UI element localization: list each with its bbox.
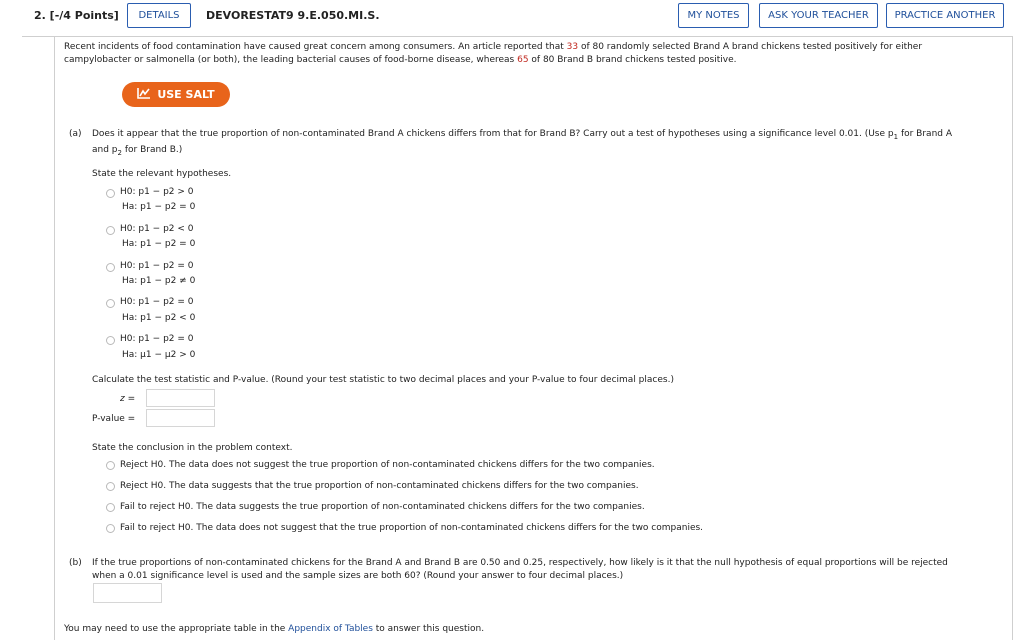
question-number: 2. [-/4 Points] [34,9,119,22]
z-label: z = [120,394,136,404]
value-brand-a: 33 [566,42,579,52]
conclusion-text: Fail to reject H0. The data does not suggest that the true proportion of non-contaminated chickens differs for the two companies. [120,523,704,533]
conclusion-radio[interactable] [106,503,115,512]
question-panel [54,36,1013,640]
hypotheses-prompt: State the relevant hypotheses. [92,169,232,179]
conclusion-text: Reject H0. The data suggests that the true proportion of non-contaminated chickens differs for the two companies. [120,481,639,491]
question-id: DEVORESTAT9 9.E.050.MI.S. [206,9,380,22]
conclusion-text: Fail to reject H0. The data suggests the true proportion of non-contaminated chickens differs for the two companies. [120,502,645,512]
part-b-answer-input[interactable] [93,583,162,603]
use-salt-button[interactable] [122,82,230,107]
hypothesis-h0: H0: p1 − p2 < 0 [120,224,194,234]
p-value-input[interactable] [146,409,215,427]
question-header [0,0,1024,36]
salt-chart-icon [137,83,151,108]
hypothesis-ha: Ha: p1 − p2 = 0 [122,239,196,249]
hypothesis-h0: H0: p1 − p2 = 0 [120,334,194,344]
hypothesis-ha: Ha: μ1 − μ2 > 0 [122,350,196,360]
hypothesis-radio[interactable] [106,189,115,198]
problem-statement [64,41,1004,67]
conclusion-radio[interactable] [106,461,115,470]
part-a-question: Does it appear that the true proportion of non-contaminated Brand A chickens differs from that for Brand B? Carry out a test of hypotheses using a significance level 0.01. (Use $p_1$ for Brand A and $p_2$ for Brand B.) [92,129,952,157]
hypothesis-h0: H0: p1 − p2 > 0 [120,187,194,197]
details-button[interactable]: DETAILS [127,3,191,28]
part-a-question-text-4: for Brand B.) [121,144,183,155]
intro-text-2: of 80 randomly selected Brand A brand chickens tested positively for either [578,42,923,52]
part-a-question-text-3: and p [92,144,118,155]
value-brand-b: 65 [517,55,529,65]
z-statistic-input[interactable] [146,389,215,407]
conclusion-radio[interactable] [106,482,115,491]
conclusion-prompt: State the conclusion in the problem context. [92,443,293,453]
conclusion-text: Reject H0. The data does not suggest the true proportion of non-contaminated chickens differs for the two companies. [120,460,655,470]
hypothesis-radio[interactable] [106,263,115,272]
appendix-note [64,623,484,636]
intro-text-1: Recent incidents of food contamination have caused great concern among consumers. An article reported that [64,42,567,52]
part-b-question-text-1: If the true proportions of non-contaminated chickens for the Brand A and Brand B are 0.50 and 0.25, respectively, how likely is it that the null hypothesis of equal proportions will be rejected [92,558,948,568]
hypothesis-radio[interactable] [106,226,115,235]
appendix-of-tables-link[interactable]: Appendix of Tables [288,624,373,634]
part-b-label: (b) [69,558,82,568]
ask-your-teacher-button[interactable]: ASK YOUR TEACHER [759,3,878,28]
hypothesis-ha: Ha: p1 − p2 < 0 [122,313,196,323]
part-a-label: (a) [69,129,82,139]
hypothesis-h0: H0: p1 − p2 = 0 [120,261,194,271]
intro-text-4: of 80 Brand B brand chickens tested positive. [528,55,737,65]
my-notes-button[interactable]: MY NOTES [678,3,749,28]
part-a-question-text-2: for Brand A [898,129,952,139]
appendix-note-text-2: to answer this question. [372,624,485,634]
part-b-question-text-2: when a 0.01 significance level is used and the sample sizes are both 60? (Round your answer to four decimal places.) [92,571,624,581]
appendix-note-text-1: You may need to use the appropriate table in the [64,624,289,634]
hypothesis-h0: H0: p1 − p2 = 0 [120,297,194,307]
part-a-question-text-1: Does it appear that the true proportion of non-contaminated Brand A chickens differs from that for Brand B? Carry out a test of hypotheses using a significance level 0.01. (Use p [92,129,894,139]
hypothesis-ha: Ha: p1 − p2 = 0 [122,202,196,212]
hypothesis-radio[interactable] [106,336,115,345]
hypothesis-radio[interactable] [106,299,115,308]
use-salt-label: USE SALT [157,88,215,101]
practice-another-button[interactable]: PRACTICE ANOTHER [886,3,1004,28]
hypothesis-ha: Ha: p1 − p2 ≠ 0 [122,276,196,286]
p-value-label: P-value = [92,414,136,424]
calculation-prompt: Calculate the test statistic and P-value. (Round your test statistic to two decimal places and your P-value to four decimal places.) [92,375,674,385]
part-b-question [92,557,1004,583]
conclusion-radio[interactable] [106,524,115,533]
intro-text-3: campylobacter or salmonella (or both), the leading bacterial causes of food-borne disease, whereas [64,55,518,65]
